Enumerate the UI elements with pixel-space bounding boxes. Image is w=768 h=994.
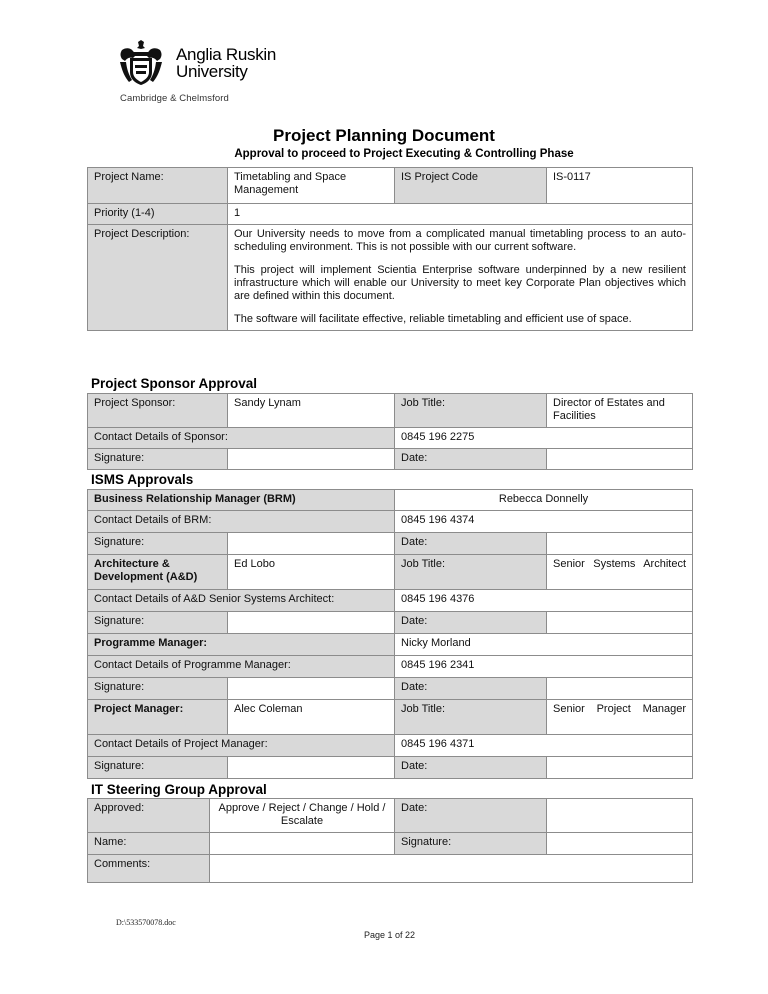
project-sponsor-label: Project Sponsor: xyxy=(88,394,228,428)
it-steering-table xyxy=(87,798,693,883)
project-manager-contact-label: Contact Details of Project Manager: xyxy=(88,735,395,757)
university-name xyxy=(176,46,276,80)
document-title: Project Planning Document xyxy=(273,126,495,145)
programme-manager-signature-field[interactable] xyxy=(228,678,395,700)
approval-decision-options[interactable]: Approve / Reject / Change / Hold / Escalate xyxy=(210,799,395,833)
description-paragraph: Our University needs to move from a complicated manual timetabling process to an auto-scheduling environment. This is not possible with our current software. xyxy=(234,228,686,253)
university-crest-icon xyxy=(116,40,166,86)
isms-approvals-table xyxy=(87,489,693,779)
it-steering-heading: IT Steering Group Approval xyxy=(91,782,267,797)
sponsor-signature-label: Signature: xyxy=(88,449,228,470)
approved-label: Approved: xyxy=(88,799,210,833)
table-row xyxy=(88,700,693,735)
footer-file-path: D:\533570078.doc xyxy=(116,918,176,927)
priority-label: Priority (1-4) xyxy=(88,204,228,225)
university-campuses: Cambridge & Chelmsford xyxy=(120,93,229,104)
name-label: Name: xyxy=(88,833,210,855)
brm-date-label: Date: xyxy=(395,533,547,555)
ad-contact-label: Contact Details of A&D Senior Systems Architect: xyxy=(88,590,395,612)
table-row xyxy=(88,855,693,883)
programme-manager-value: Nicky Morland xyxy=(395,634,693,656)
it-steering-signature-field[interactable] xyxy=(547,833,693,855)
brm-contact-label: Contact Details of BRM: xyxy=(88,511,395,533)
table-row xyxy=(88,757,693,779)
project-name-label: Project Name: xyxy=(88,168,228,204)
priority-value: 1 xyxy=(228,204,693,225)
sponsor-signature-field[interactable] xyxy=(228,449,395,470)
is-project-code-label: IS Project Code xyxy=(395,168,547,204)
ad-signature-field[interactable] xyxy=(228,612,395,634)
sponsor-contact-value: 0845 196 2275 xyxy=(395,428,693,449)
programme-manager-contact-label: Contact Details of Programme Manager: xyxy=(88,656,395,678)
isms-approvals-heading: ISMS Approvals xyxy=(91,472,194,487)
table-row xyxy=(88,833,693,855)
table-row xyxy=(88,204,693,225)
brm-contact-value: 0845 196 4374 xyxy=(395,511,693,533)
programme-manager-date-label: Date: xyxy=(395,678,547,700)
project-manager-signature-field[interactable] xyxy=(228,757,395,779)
project-manager-job-title-value: Senior Project Manager xyxy=(547,700,693,735)
table-row xyxy=(88,533,693,555)
sponsor-date-field[interactable] xyxy=(547,449,693,470)
project-manager-value: Alec Coleman xyxy=(228,700,395,735)
table-row xyxy=(88,634,693,656)
table-row xyxy=(88,590,693,612)
ad-contact-value: 0845 196 4376 xyxy=(395,590,693,612)
project-manager-label: Project Manager: xyxy=(88,700,228,735)
project-manager-date-field[interactable] xyxy=(547,757,693,779)
table-row xyxy=(88,168,693,204)
table-row xyxy=(88,428,693,449)
it-steering-date-label: Date: xyxy=(395,799,547,833)
programme-manager-contact-value: 0845 196 2341 xyxy=(395,656,693,678)
table-row xyxy=(88,799,693,833)
table-row xyxy=(88,612,693,634)
university-logo xyxy=(116,40,316,106)
sponsor-approval-table xyxy=(87,393,693,470)
table-row xyxy=(88,511,693,533)
project-info-table xyxy=(87,167,693,331)
brm-label: Business Relationship Manager (BRM) xyxy=(88,490,395,511)
sponsor-approval-heading: Project Sponsor Approval xyxy=(91,376,258,391)
it-steering-date-field[interactable] xyxy=(547,799,693,833)
project-description-label: Project Description: xyxy=(88,225,228,331)
sponsor-date-label: Date: xyxy=(395,449,547,470)
table-row xyxy=(88,225,693,331)
ad-date-field[interactable] xyxy=(547,612,693,634)
ad-signature-label: Signature: xyxy=(88,612,228,634)
comments-label: Comments: xyxy=(88,855,210,883)
it-steering-signature-label: Signature: xyxy=(395,833,547,855)
document-subtitle: Approval to proceed to Project Executing & Controlling Phase xyxy=(234,148,574,160)
programme-manager-label: Programme Manager: xyxy=(88,634,395,656)
footer-page-number: Page 1 of 22 xyxy=(364,930,416,940)
project-name-value: Timetabling and Space Management xyxy=(228,168,395,204)
is-project-code-value: IS-0117 xyxy=(547,168,693,204)
ad-label: Architecture & Development (A&D) xyxy=(88,555,228,590)
sponsor-contact-label: Contact Details of Sponsor: xyxy=(88,428,395,449)
sponsor-job-title-value: Director of Estates and Facilities xyxy=(547,394,693,428)
name-field[interactable] xyxy=(210,833,395,855)
project-manager-date-label: Date: xyxy=(395,757,547,779)
table-row xyxy=(88,735,693,757)
ad-value: Ed Lobo xyxy=(228,555,395,590)
description-paragraph: The software will facilitate effective, reliable timetabling and efficient use of space. xyxy=(234,313,632,325)
programme-manager-date-field[interactable] xyxy=(547,678,693,700)
brm-signature-field[interactable] xyxy=(228,533,395,555)
project-manager-job-title-label: Job Title: xyxy=(395,700,547,735)
project-description-value xyxy=(228,225,693,331)
brm-date-field[interactable] xyxy=(547,533,693,555)
university-name-line2: University xyxy=(176,62,248,81)
project-sponsor-value: Sandy Lynam xyxy=(228,394,395,428)
table-row xyxy=(88,394,693,428)
comments-field[interactable] xyxy=(210,855,693,883)
brm-signature-label: Signature: xyxy=(88,533,228,555)
ad-date-label: Date: xyxy=(395,612,547,634)
description-paragraph: This project will implement Scientia Enterprise software underpinned by a new resilient infrastructure which will enable our University to meet key Corporate Plan objectives which are defined within this document. xyxy=(234,264,686,302)
ad-job-title-label: Job Title: xyxy=(395,555,547,590)
university-name-line1: Anglia Ruskin xyxy=(176,45,277,64)
table-row xyxy=(88,490,693,511)
project-manager-contact-value: 0845 196 4371 xyxy=(395,735,693,757)
programme-manager-signature-label: Signature: xyxy=(88,678,228,700)
table-row xyxy=(88,555,693,590)
brm-value: Rebecca Donnelly xyxy=(395,490,693,511)
project-manager-signature-label: Signature: xyxy=(88,757,228,779)
sponsor-job-title-label: Job Title: xyxy=(395,394,547,428)
table-row xyxy=(88,656,693,678)
ad-job-title-value: Senior Systems Architect xyxy=(547,555,693,590)
table-row xyxy=(88,678,693,700)
table-row xyxy=(88,449,693,470)
